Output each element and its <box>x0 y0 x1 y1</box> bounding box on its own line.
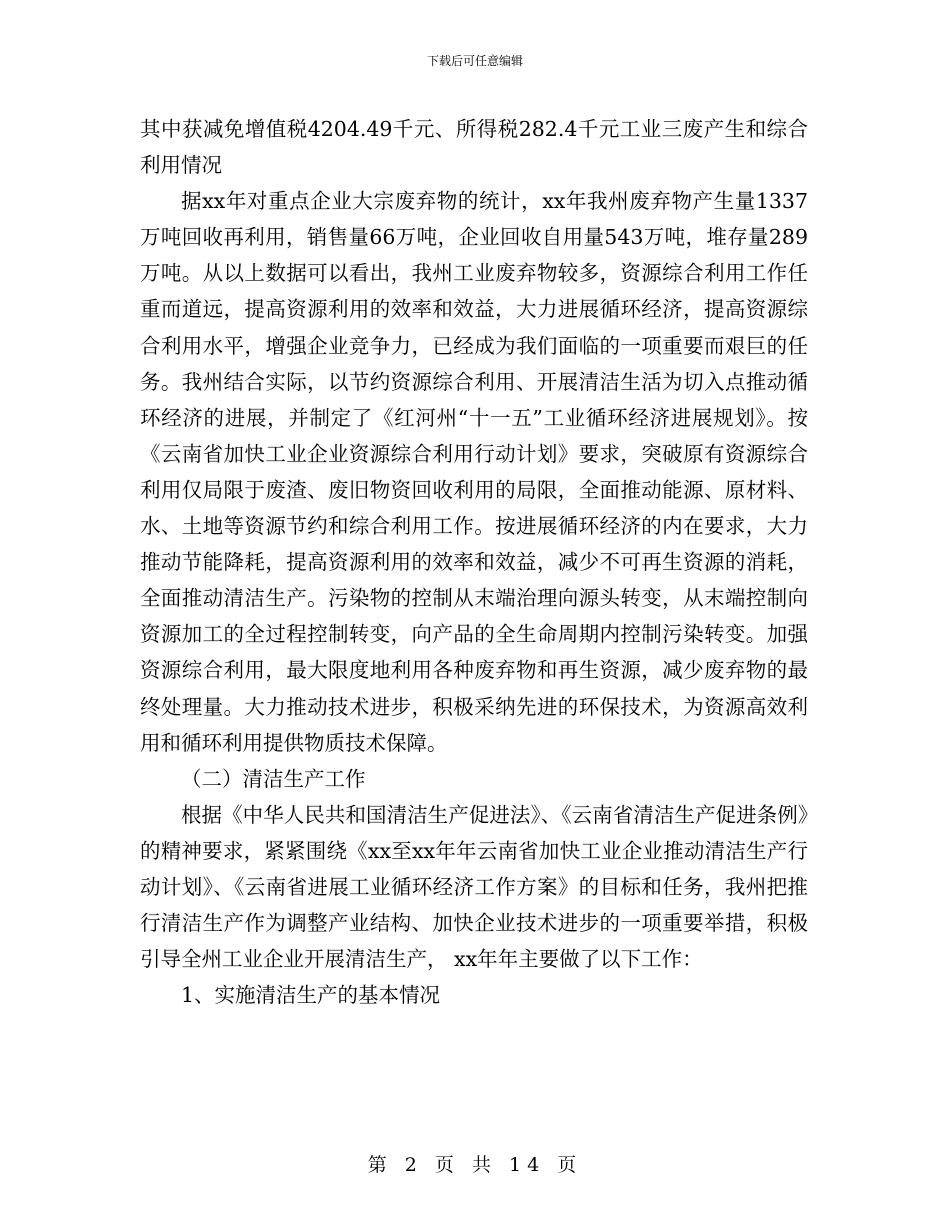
paragraph-clean-production-work: 根据《中华人民共和国清洁生产促进法》、《云南省清洁生产促进条例》的精神要求，紧紧围绕《xx至xx年年云南省加快工业企业推动清洁生产行动计划》、《云南省进展工业循环经济工作方案》的目标和任务，我州把推行清洁生产作为调整产业结构、加快企业技术进步的一项重要举措，积极引导全州工业企业开展清洁生产， xx年年主要做了以下工作： <box>140 802 808 972</box>
subsection-heading-basic-situation: 1、实施清洁生产的基本情况 <box>181 983 441 1008</box>
document-body <box>140 111 808 1013</box>
paragraph-tax-exemption: 其中获减免增值税4204.49千元、所得税282.4千元工业三废产生和综合利用情况 <box>140 117 808 178</box>
paragraph-waste-statistics: 据xx年对重点企业大宗废弃物的统计，xx年我州废弃物产生量1337万吨回收再利用，销售量66万吨，企业回收自用量543万吨，堆存量289万吨。从以上数据可以看出，我州工业废弃物较多，资源综合利用工作任重而道远，提高资源利用的效率和效益，大力进展循环经济，提高资源综合利用水平，增强企业竞争力，已经成为我们面临的一项重要而艰巨的任务。我州结合实际，以节约资源综合利用、开展清洁生活为切入点推动循环经济的进展，并制定了《红河州“十一五”工业循环经济进展规划》。按《云南省加快工业企业资源综合利用行动计划》要求，突破原有资源综合利用仅局限于废渣、废旧物资回收利用的局限，全面推动能源、原材料、水、土地等资源节约和综合利用工作。按进展循环经济的内在要求，大力推动节能降耗，提高资源利用的效率和效益，减少不可再生资源的消耗，全面推动清洁生产。污染物的控制从末端治理向源头转变，从末端控制向资源加工的全过程控制转变，向产品的全生命周期内控制污染转变。加强资源综合利用，最大限度地利用各种废弃物和再生资源，减少废弃物的最终处理量。大力推动技术进步，积极采纳先进的环保技术，为资源高效利用和循环利用提供物质技术保障。 <box>140 189 808 755</box>
section-heading-clean-production: （二）清洁生产工作 <box>181 766 366 791</box>
page-header: 下载后可任意编辑 <box>426 54 523 68</box>
page-number-footer: 第 2 页 共 14 页 <box>367 1154 583 1176</box>
